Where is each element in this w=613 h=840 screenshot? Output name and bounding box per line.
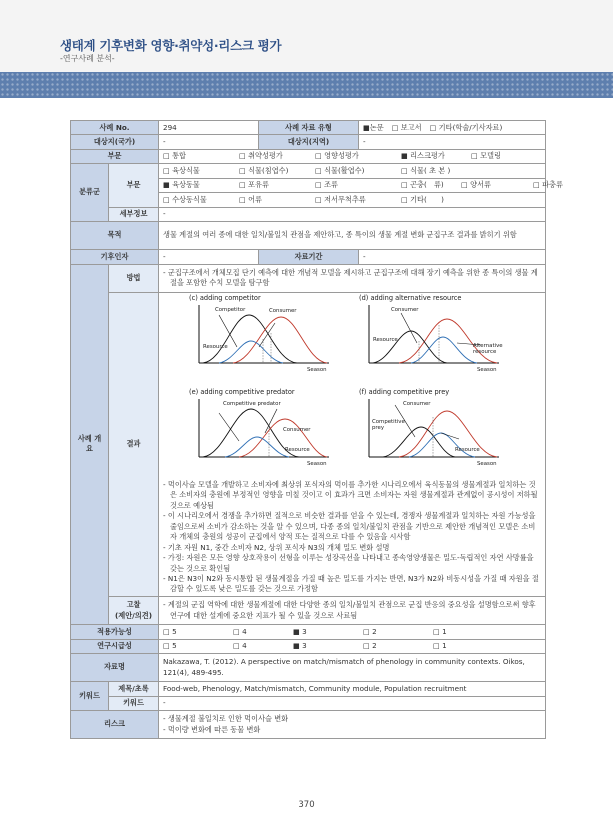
keywords-title-value: Food-web, Phenology, Match/mismatch, Community module, Population recruitment <box>159 682 546 696</box>
method-cell <box>159 264 546 292</box>
figure-e-label-consumer: Consumer <box>283 427 311 433</box>
type-option-other[interactable]: □ 기타(학술/기사자료) <box>429 122 503 132</box>
figure-e-label-competitive-predator: Competitive predator <box>223 401 281 407</box>
applicability-options <box>159 625 546 639</box>
figure-d-label-alternative-resource: resource <box>473 349 497 355</box>
region-label: 대상지(지역) <box>259 135 359 149</box>
urgency-option-1[interactable]: □ 1 <box>433 641 447 651</box>
result-item: - 가정: 자원은 모든 영향 상호작용이 선형을 이루는 성장곡선을 나타내고 종속영양생물은 밀도-독립적인 자연 사망률을 갖는 것으로 확인됨 <box>163 553 534 573</box>
sector-option-modeling[interactable]: □ 모델링 <box>471 151 501 161</box>
taxa-option-land-plant[interactable]: □ 육상식물 <box>163 165 200 175</box>
risk-item: - 먹이량 변화에 따른 동물 변화 <box>163 724 261 734</box>
page-title: 생태계 기후변화 영향·취약성·리스크 평가 <box>60 38 282 53</box>
applicability-option-4[interactable]: □ 4 <box>233 626 247 636</box>
case-type-label: 사례 자료 유형 <box>259 121 359 135</box>
climate-factor-label: 기후인자 <box>71 250 159 264</box>
country-value: - <box>159 135 259 149</box>
sector-option-vulnerability[interactable]: □ 취약성평가 <box>239 151 283 161</box>
page-number: 370 <box>298 800 315 810</box>
figure-f-plot <box>359 397 507 477</box>
keywords-title-label: 제목/초록 <box>109 682 159 696</box>
type-option-report[interactable]: □ 보고서 <box>391 122 422 132</box>
data-period-label: 자료기간 <box>259 250 359 264</box>
type-option-paper[interactable]: ■논문 <box>363 122 384 132</box>
taxa-option-reptile[interactable]: □ 파충류 <box>533 180 563 190</box>
figure-e-adding-competitive-predator <box>189 388 337 478</box>
taxa-group-label: 분류군 <box>71 164 109 222</box>
result-cell <box>159 292 546 597</box>
figure-c-label-competitor: Competitor <box>215 307 246 313</box>
result-item: - 이 시나리오에서 경쟁을 추가하면 질적으로 비슷한 결과를 얻을 수 있는데, 경쟁자 생물계절과 일치하는 자원 가능성을 줄임으로써 소비가 감소하는 것을 알 수 있으며, 다종 종의 일치/불일치 관점을 기반으로 제안한 개념적인 모델은 소비자 개체의 충원의 성공이 군집에서 양적 또는 질적으로 다를 수 있음을 시사함 <box>163 511 536 542</box>
figure-d-label-season: Season <box>477 367 497 373</box>
figure-f-label-prey: prey <box>372 425 385 431</box>
page-subtitle: -연구사례 분석- <box>60 54 115 63</box>
detail-value: - <box>159 207 546 221</box>
taxa-row-2 <box>159 178 563 192</box>
taxa-option-mammal[interactable]: □ 포유류 <box>239 180 269 190</box>
keywords-label: 키워드 <box>71 682 109 711</box>
taxa-option-benthic[interactable]: □ 저서무척추류 <box>315 194 366 204</box>
result-list <box>163 480 541 595</box>
risk-item: - 생물계절 불일치로 인한 먹이사슬 변화 <box>163 714 289 724</box>
method-list <box>163 268 541 289</box>
urgency-option-2[interactable]: □ 2 <box>363 641 377 651</box>
taxa-option-herb[interactable]: □ 식물( 초 본 ) <box>401 165 451 175</box>
taxa-option-amphibian[interactable]: □ 양서류 <box>461 180 491 190</box>
risk-cell <box>159 711 546 739</box>
taxa-option-broadleaf[interactable]: □ 식물(활엽수) <box>315 165 365 175</box>
figure-c-label-resource: Resource <box>203 344 228 350</box>
urgency-option-4[interactable]: □ 4 <box>233 641 247 651</box>
keywords-kw-value: - <box>159 696 546 710</box>
figure-f-caption: (f) adding competitive prey <box>359 388 450 396</box>
taxa-option-other[interactable]: □ 기타( ) <box>401 194 444 204</box>
reference-label: 자료명 <box>71 654 159 682</box>
figure-f-label-season: Season <box>477 461 497 467</box>
figure-d-plot <box>359 303 507 383</box>
taxa-option-land-animal[interactable]: ■ 육상동물 <box>163 180 200 190</box>
figure-f-label-resource: Resource <box>455 447 480 453</box>
figure-e-label-season: Season <box>307 461 327 467</box>
result-item: - 먹이사슬 모델을 개발하고 소비자에 최상위 포식자의 먹이를 추가한 시나리오에서 육식동물의 생물계절과 일치하는 것은 소비자의 충원에 부정적인 영향을 미칠 것이고 이 효과가 크면 소비자는 자원 생물계절과 관계없이 공시성이 저하될 것으로 예상됨 <box>163 480 538 510</box>
discussion-list <box>163 600 541 621</box>
summary-label: 사례 개요 <box>71 264 109 625</box>
keywords-kw-label: 키워드 <box>109 696 159 710</box>
figure-e-caption: (e) adding competitive predator <box>189 388 295 396</box>
risk-list <box>163 714 541 735</box>
sector-option-risk[interactable]: ■ 리스크평가 <box>401 151 445 161</box>
method-item: - 군집구조에서 개체모집 단기 예측에 대한 개념적 모델을 제시하고 군집구조에 대해 장기 예측을 위한 종 특이의 생물 계절을 포함한 수치 모델을 탐구함 <box>163 267 538 287</box>
urgency-option-3[interactable]: ■ 3 <box>293 641 307 651</box>
sector-label: 부문 <box>71 149 159 163</box>
detail-label: 세부정보 <box>109 207 159 221</box>
discussion-label: 고찰 (제안/의견) <box>109 597 159 625</box>
discussion-item: - 계절의 군집 역학에 대한 생물계절에 대한 다양한 종의 일치/불일치 관점으로 군집 반응의 중요성을 설명함으로써 향후 연구에 대한 설계에 중요한 지표가 될 수 있을 것으로 사료됨 <box>163 600 536 620</box>
result-label: 결과 <box>109 292 159 597</box>
taxa-option-aquatic[interactable]: □ 수상동식물 <box>163 194 207 204</box>
figure-d-label-resource: Resource <box>373 337 398 343</box>
case-type-options <box>359 121 546 135</box>
sector-options <box>159 149 546 163</box>
data-period-value: - <box>359 250 546 264</box>
urgency-options <box>159 639 546 653</box>
sector-option-impact[interactable]: □ 영향성평가 <box>315 151 359 161</box>
country-label: 대상지(국가) <box>71 135 159 149</box>
applicability-option-3[interactable]: ■ 3 <box>293 626 307 636</box>
purpose-text: 생물 계절의 여러 종에 대한 일치/불일치 관점을 제안하고, 종 특이의 생물 계절 변화 군집구조 결과를 밝히기 위함 <box>159 222 546 250</box>
taxa-row-3 <box>159 193 546 207</box>
applicability-label: 적용가능성 <box>71 625 159 639</box>
figure-d-caption: (d) adding alternative resource <box>359 294 462 302</box>
header-dot-strip <box>0 72 613 98</box>
figure-c-label-consumer: Consumer <box>269 308 297 314</box>
figure-c-adding-competitor <box>189 294 337 384</box>
taxa-option-insect[interactable]: □ 곤충( 류) <box>401 180 444 190</box>
applicability-option-5[interactable]: □ 5 <box>163 626 177 636</box>
figure-f-label-consumer: Consumer <box>403 401 431 407</box>
figure-f-label-competitive: Competitive <box>372 419 405 425</box>
taxa-option-bird[interactable]: □ 조류 <box>315 180 338 190</box>
figure-c-label-season: Season <box>307 367 327 373</box>
taxa-label: 부문 <box>109 164 159 207</box>
phenology-figures <box>163 294 541 480</box>
figure-d-adding-alternative-resource <box>359 294 507 384</box>
region-value: - <box>359 135 546 149</box>
urgency-label: 연구시급성 <box>71 639 159 653</box>
applicability-option-2[interactable]: □ 2 <box>363 626 377 636</box>
sector-option-integrated[interactable]: □ 통합 <box>163 151 186 161</box>
result-item: - N1은 N3이 N2와 동시통합 된 생물계절을 가질 때 높은 밀도를 가지는 반면, N3가 N2와 비동시성을 가질 때 자원을 절감할 수 있도록 낮은 밀도를 갖는 것으로 가정함 <box>163 573 539 594</box>
taxa-option-fish[interactable]: □ 어류 <box>239 194 262 204</box>
figure-e-plot <box>189 397 337 477</box>
case-sheet-table <box>70 120 563 739</box>
discussion-cell <box>159 597 546 625</box>
taxa-option-conifer[interactable]: □ 식물(침엽수) <box>239 165 289 175</box>
result-item: - 기초 자원 N1, 중간 소비자 N2, 상위 포식자 N3의 개체 밀도 변화 설명 <box>163 542 390 552</box>
figure-f-adding-competitive-prey <box>359 388 507 478</box>
figure-d-label-alternative: Alternative <box>473 343 503 349</box>
reference-text: Nakazawa, T. (2012). A perspective on match/mismatch of phenology in community contexts. Oikos, 121(4), 489-495. <box>159 654 546 682</box>
case-no-value: 294 <box>159 121 259 135</box>
climate-factor-value: - <box>159 250 259 264</box>
method-label: 방법 <box>109 264 159 292</box>
urgency-option-5[interactable]: □ 5 <box>163 641 177 651</box>
figure-e-label-resource: Resource <box>285 447 310 453</box>
purpose-label: 목적 <box>71 222 159 250</box>
taxa-row-1 <box>159 164 546 178</box>
figure-c-caption: (c) adding competitor <box>189 294 261 302</box>
case-no-label: 사례 No. <box>71 121 159 135</box>
applicability-option-1[interactable]: □ 1 <box>433 626 447 636</box>
figure-d-label-consumer: Consumer <box>391 307 419 313</box>
figure-c-plot <box>189 303 337 383</box>
risk-label: 리스크 <box>71 711 159 739</box>
